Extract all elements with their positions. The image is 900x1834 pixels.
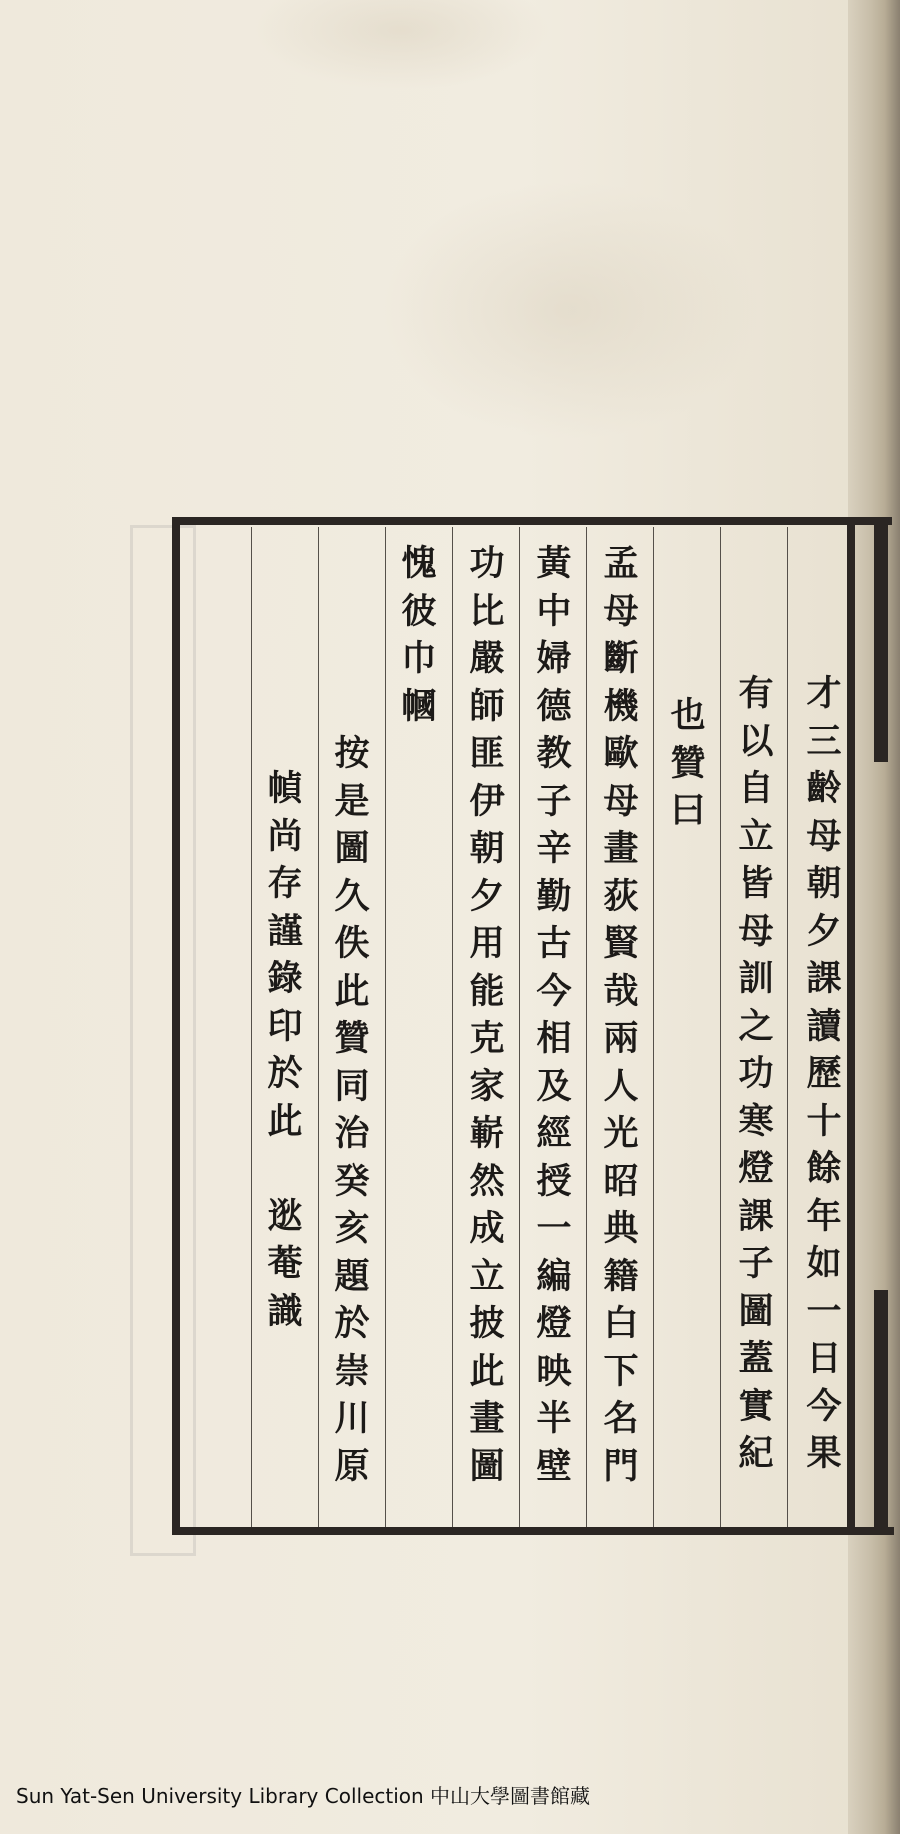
column-char: 贊 bbox=[334, 1018, 370, 1059]
column-char: 立 bbox=[738, 815, 774, 857]
column-char: 孟 bbox=[603, 543, 639, 584]
column-char: 哉 bbox=[603, 970, 639, 1012]
column-char: 母 bbox=[738, 910, 774, 952]
column-char: 燈 bbox=[738, 1148, 774, 1189]
column-char: 日 bbox=[806, 1338, 842, 1379]
column-char: 幀 bbox=[267, 768, 303, 809]
column-rule bbox=[586, 527, 587, 1527]
column-char: 荻 bbox=[603, 875, 639, 917]
column-char: 課 bbox=[738, 1195, 774, 1237]
column-char: 畫 bbox=[603, 828, 639, 869]
column-char: 名 bbox=[603, 1398, 639, 1439]
column-char: 一 bbox=[536, 1208, 572, 1249]
column-char: 兩 bbox=[603, 1018, 639, 1059]
column-char: 寒 bbox=[738, 1100, 774, 1142]
column-char: 久 bbox=[334, 875, 370, 917]
column-char: 歐 bbox=[603, 733, 639, 774]
column-char: 佚 bbox=[334, 923, 370, 964]
column-char: 此 bbox=[267, 1100, 303, 1142]
column-char: 巾 bbox=[401, 638, 437, 679]
column-char: 勤 bbox=[536, 875, 572, 917]
column-char: 年 bbox=[806, 1195, 842, 1237]
column-char: 菴 bbox=[267, 1243, 303, 1284]
column-char: 按 bbox=[334, 733, 370, 774]
text-column-5 bbox=[529, 540, 579, 1490]
text-column-2 bbox=[731, 670, 781, 1478]
column-char: 餘 bbox=[806, 1148, 842, 1189]
column-char: 紀 bbox=[738, 1433, 774, 1474]
column-char: 下 bbox=[603, 1350, 639, 1392]
paper-stain bbox=[380, 180, 760, 440]
column-char: 讀 bbox=[806, 1005, 842, 1047]
text-column-7 bbox=[394, 540, 444, 730]
column-char: 籍 bbox=[603, 1255, 639, 1297]
column-char: 也 bbox=[670, 695, 706, 736]
column-char: 題 bbox=[334, 1255, 370, 1297]
column-char: 嶄 bbox=[469, 1113, 505, 1154]
column-rule bbox=[452, 527, 453, 1527]
column-char: 以 bbox=[738, 720, 774, 762]
column-char: 克 bbox=[469, 1018, 505, 1059]
text-column-1 bbox=[799, 670, 849, 1478]
column-rule bbox=[519, 527, 520, 1527]
column-char: 癸 bbox=[334, 1160, 370, 1202]
column-char: 三 bbox=[806, 720, 842, 762]
column-char: 逖 bbox=[267, 1195, 303, 1237]
column-char: 贊 bbox=[670, 742, 706, 784]
column-char: 同 bbox=[334, 1065, 370, 1107]
column-char: 黃 bbox=[536, 543, 572, 584]
column-char: 訓 bbox=[738, 958, 774, 999]
column-char: 人 bbox=[603, 1065, 639, 1107]
column-char: 尚 bbox=[267, 815, 303, 857]
column-char: 識 bbox=[267, 1290, 303, 1332]
column-char: 用 bbox=[469, 923, 505, 964]
column-char: 幗 bbox=[401, 685, 437, 727]
column-char: 實 bbox=[738, 1385, 774, 1427]
column-char: 謹 bbox=[267, 910, 303, 952]
column-char: 嚴 bbox=[469, 638, 505, 679]
column-char: 之 bbox=[738, 1005, 774, 1047]
column-char: 成 bbox=[469, 1208, 505, 1249]
column-char: 母 bbox=[806, 815, 842, 857]
fold-notch-top bbox=[874, 517, 888, 762]
column-char bbox=[279, 1145, 291, 1193]
column-char: 機 bbox=[603, 685, 639, 727]
column-char: 編 bbox=[536, 1255, 572, 1297]
column-char: 自 bbox=[738, 768, 774, 809]
column-char: 立 bbox=[469, 1255, 505, 1297]
column-char: 映 bbox=[536, 1350, 572, 1392]
column-char: 家 bbox=[469, 1065, 505, 1107]
column-char: 今 bbox=[806, 1385, 842, 1427]
column-char: 於 bbox=[267, 1053, 303, 1094]
column-char: 圖 bbox=[469, 1445, 505, 1487]
column-char: 蓋 bbox=[738, 1338, 774, 1379]
column-char: 存 bbox=[267, 863, 303, 904]
column-rule bbox=[318, 527, 319, 1527]
column-char: 師 bbox=[469, 685, 505, 727]
column-char: 曰 bbox=[670, 790, 706, 831]
column-char: 功 bbox=[738, 1053, 774, 1094]
column-rule bbox=[787, 527, 788, 1527]
column-char: 門 bbox=[603, 1445, 639, 1487]
column-char: 此 bbox=[469, 1350, 505, 1392]
column-rule bbox=[385, 527, 386, 1527]
column-char: 齡 bbox=[806, 768, 842, 809]
text-column-6 bbox=[462, 540, 512, 1490]
column-rule bbox=[251, 527, 252, 1527]
column-char: 原 bbox=[334, 1445, 370, 1487]
text-column-4 bbox=[596, 540, 646, 1490]
column-char: 一 bbox=[806, 1290, 842, 1332]
column-char: 夕 bbox=[469, 875, 505, 917]
column-char: 於 bbox=[334, 1303, 370, 1344]
column-char: 崇 bbox=[334, 1350, 370, 1392]
column-char: 亥 bbox=[334, 1208, 370, 1249]
column-char: 辛 bbox=[536, 828, 572, 869]
column-char: 古 bbox=[536, 923, 572, 964]
column-char: 錄 bbox=[267, 958, 303, 999]
column-char: 昭 bbox=[603, 1160, 639, 1202]
column-char: 子 bbox=[738, 1243, 774, 1284]
column-char: 此 bbox=[334, 970, 370, 1012]
column-char: 朝 bbox=[806, 863, 842, 904]
column-char: 及 bbox=[536, 1065, 572, 1107]
column-char: 十 bbox=[806, 1100, 842, 1142]
column-char: 光 bbox=[603, 1113, 639, 1154]
column-char: 婦 bbox=[536, 638, 572, 679]
column-char: 母 bbox=[603, 590, 639, 632]
column-char: 然 bbox=[469, 1160, 505, 1202]
column-char: 才 bbox=[806, 673, 842, 714]
column-char: 賢 bbox=[603, 923, 639, 964]
column-char: 治 bbox=[334, 1113, 370, 1154]
column-char: 畫 bbox=[469, 1398, 505, 1439]
column-char: 比 bbox=[469, 590, 505, 632]
column-char: 經 bbox=[536, 1113, 572, 1154]
text-column-9 bbox=[260, 765, 310, 1335]
column-char: 川 bbox=[334, 1398, 370, 1439]
column-char: 相 bbox=[536, 1018, 572, 1059]
column-char: 半 bbox=[536, 1398, 572, 1439]
column-rule bbox=[720, 527, 721, 1527]
column-char: 果 bbox=[806, 1433, 842, 1474]
column-char: 夕 bbox=[806, 910, 842, 952]
column-char: 有 bbox=[738, 673, 774, 714]
column-char: 教 bbox=[536, 733, 572, 774]
column-char: 典 bbox=[603, 1208, 639, 1249]
text-column-3 bbox=[663, 692, 713, 835]
column-rule bbox=[653, 527, 654, 1527]
column-char: 伊 bbox=[469, 780, 505, 822]
page-edge bbox=[848, 0, 900, 1834]
column-char: 燈 bbox=[536, 1303, 572, 1344]
column-char: 是 bbox=[334, 780, 370, 822]
column-char: 匪 bbox=[469, 733, 505, 774]
column-char: 圖 bbox=[334, 828, 370, 869]
column-char: 功 bbox=[469, 543, 505, 584]
column-char: 壁 bbox=[536, 1445, 572, 1487]
column-char: 印 bbox=[267, 1005, 303, 1047]
column-char: 中 bbox=[536, 590, 572, 632]
column-char: 圖 bbox=[738, 1290, 774, 1332]
column-char: 朝 bbox=[469, 828, 505, 869]
column-char: 歷 bbox=[806, 1053, 842, 1094]
column-char: 課 bbox=[806, 958, 842, 999]
fold-notch-bottom bbox=[874, 1290, 888, 1535]
column-char: 皆 bbox=[738, 863, 774, 904]
column-char: 子 bbox=[536, 780, 572, 822]
column-char: 能 bbox=[469, 970, 505, 1012]
column-char: 披 bbox=[469, 1303, 505, 1344]
column-char: 如 bbox=[806, 1243, 842, 1284]
column-char: 授 bbox=[536, 1160, 572, 1202]
frame-bottom-border bbox=[172, 1527, 894, 1535]
column-char: 白 bbox=[603, 1303, 639, 1344]
column-char: 德 bbox=[536, 685, 572, 727]
column-char: 斷 bbox=[603, 638, 639, 679]
column-char: 今 bbox=[536, 970, 572, 1012]
column-char: 愧 bbox=[401, 543, 437, 584]
text-column-8 bbox=[327, 730, 377, 1490]
library-watermark: Sun Yat-Sen University Library Collection 中山大學圖書館藏 bbox=[16, 1784, 591, 1808]
column-char: 彼 bbox=[401, 590, 437, 632]
column-char: 母 bbox=[603, 780, 639, 822]
